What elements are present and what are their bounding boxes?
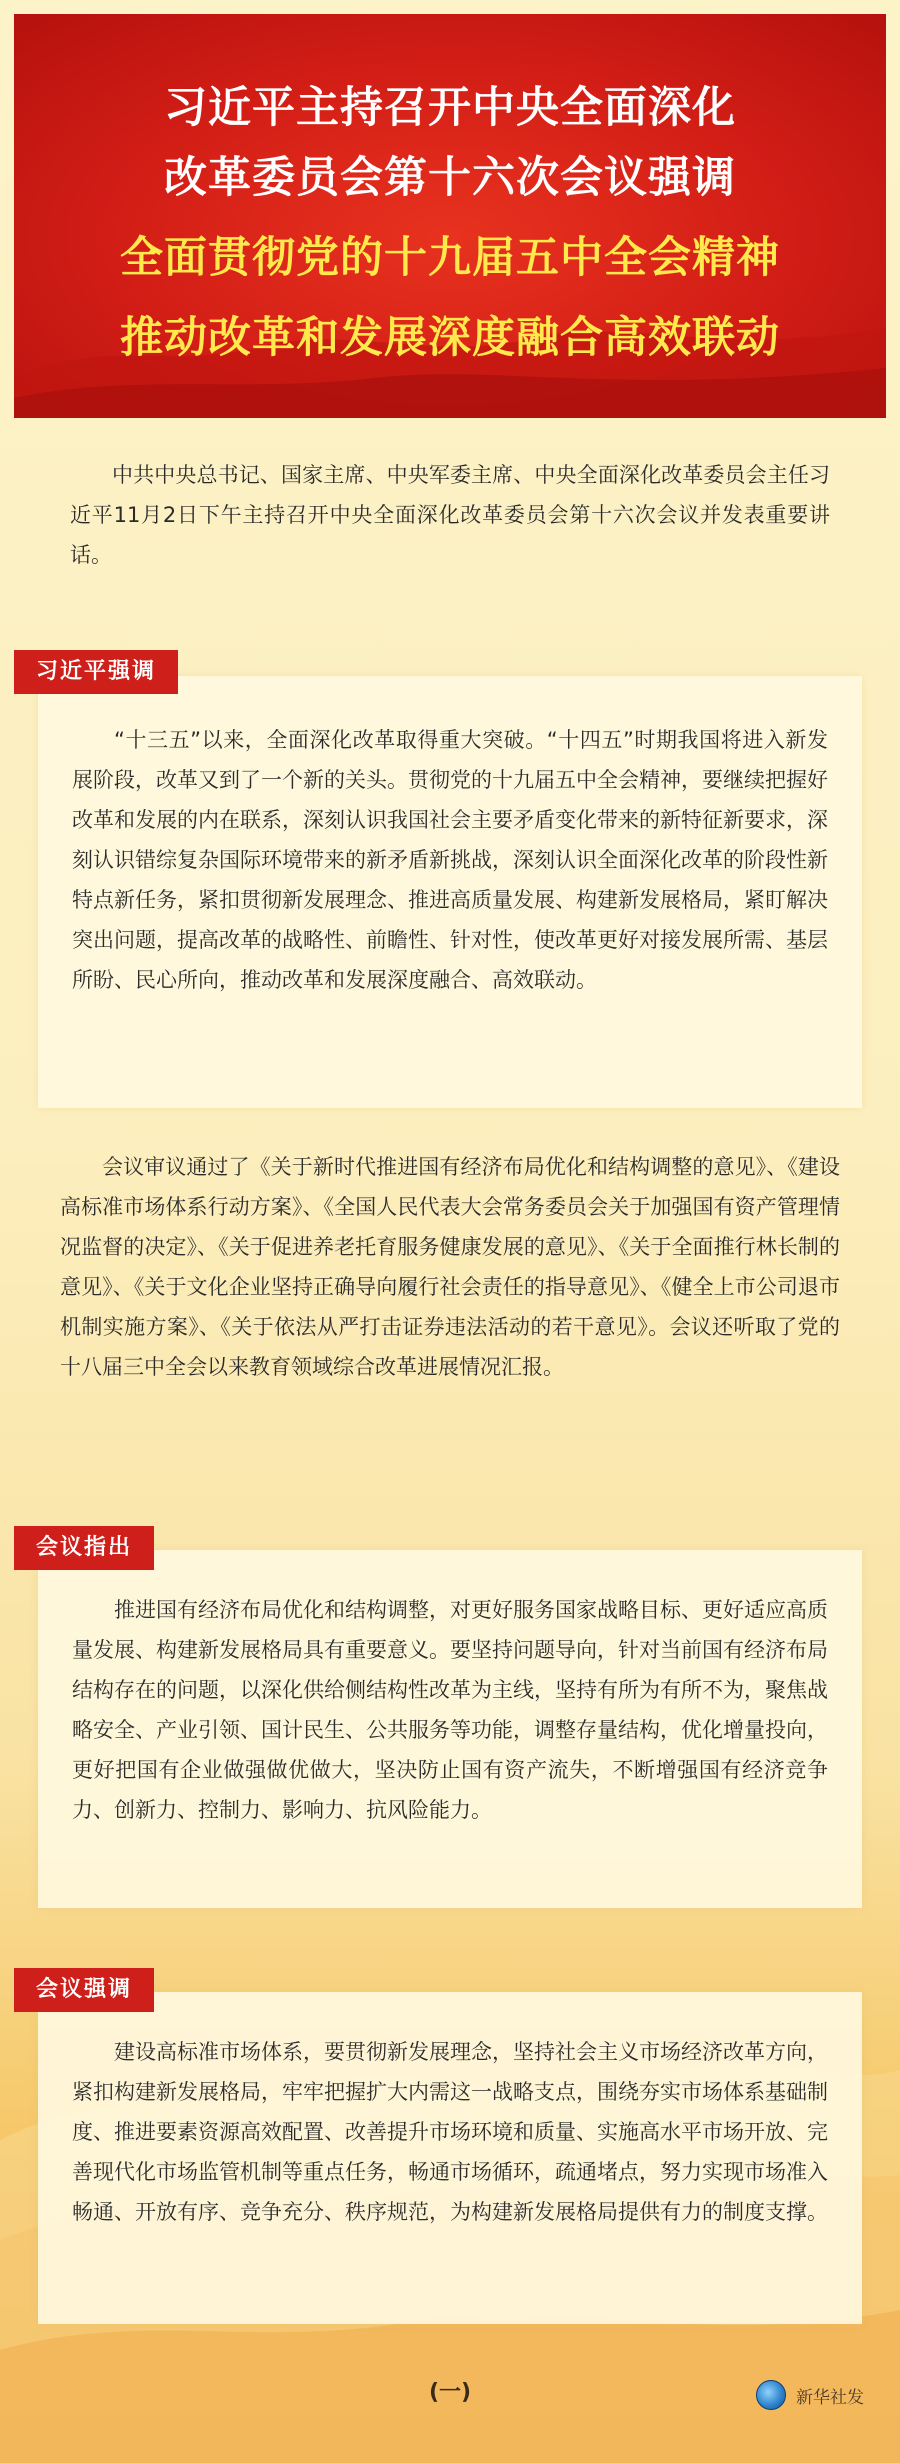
subheadline-line-2: 推动改革和发展深度融合高效联动 <box>120 313 780 363</box>
headline-line-1: 习近平主持召开中央全面深化 <box>164 83 736 133</box>
section-meeting-stressed-text: 建设高标准市场体系，要贯彻新发展理念，坚持社会主义市场经济改革方向，紧扣构建新发展格局，牢牢把握扩大内需这一战略支点，围绕夯实市场体系基础制度、推进要素资源高效配置、改善提升市场环境和质量、实施高水平市场开放、完善现代化市场监管机制等重点任务，畅通市场循环，疏通堵点，努力实现市场准入畅通、开放有序、竞争充分、秩序规范，为构建新发展格局提供有力的制度支撑。 <box>72 2040 828 2224</box>
section-xi-emphasized-label: 习近平强调 <box>14 650 178 694</box>
section-xi-emphasized-text: “十三五”以来，全面深化改革取得重大突破。“十四五”时期我国将进入新发展阶段，改革又到了一个新的关头。贯彻党的十九届五中全会精神，要继续把握好改革和发展的内在联系，深刻认识我国社会主要矛盾变化带来的新特征新要求，深刻认识错综复杂国际环境带来的新矛盾新挑战，深刻认识全面深化改革的阶段性新特点新任务，紧扣贯彻新发展理念、推进高质量发展、构建新发展格局，紧盯解决突出问题，提高改革的战略性、前瞻性、针对性，使改革更好对接发展所需、基层所盼、民心所向，推动改革和发展深度融合、高效联动。 <box>72 728 828 992</box>
subheadline-line-1: 全面贯彻党的十九届五中全会精神 <box>120 233 780 283</box>
section-meeting-pointed-box <box>38 1550 862 1908</box>
header-banner <box>14 14 886 418</box>
section-meeting-pointed-label: 会议指出 <box>14 1526 154 1570</box>
headline-line-2: 改革委员会第十六次会议强调 <box>164 153 736 203</box>
section-xi-emphasized-box <box>38 676 862 1108</box>
xinhua-globe-icon <box>756 2380 786 2410</box>
page-number: (一) <box>428 2380 472 2405</box>
section-meeting-stressed-label: 会议强调 <box>14 1968 154 2012</box>
credit-text: 新华社发 <box>796 2387 864 2408</box>
meeting-approved-paragraph: 会议审议通过了《关于新时代推进国有经济布局优化和结构调整的意见》、《建设高标准市场体系行动方案》、《全国人民代表大会常务委员会关于加强国有资产管理情况监督的决定》、《关于促进养老托育服务健康发展的意见》、《关于全面推行林长制的意见》、《关于文化企业坚持正确导向履行社会责任的指导意见》、《健全上市公司退市机制实施方案》、《关于依法从严打击证券违法活动的若干意见》。会议还听取了党的十八届三中全会以来教育领域综合改革进展情况汇报。 <box>60 1155 840 1379</box>
section-meeting-stressed-box <box>38 1992 862 2324</box>
intro-paragraph: 中共中央总书记、国家主席、中央军委主席、中央全面深化改革委员会主任习近平11月2日下午主持召开中央全面深化改革委员会第十六次会议并发表重要讲话。 <box>70 463 830 567</box>
section-meeting-pointed-text: 推进国有经济布局优化和结构调整，对更好服务国家战略目标、更好适应高质量发展、构建新发展格局具有重要意义。要坚持问题导向，针对当前国有经济布局结构存在的问题，以深化供给侧结构性改革为主线，坚持有所为有所不为，聚焦战略安全、产业引领、国计民生、公共服务等功能，调整存量结构，优化增量投向，更好把国有企业做强做优做大，坚决防止国有资产流失，不断增强国有经济竞争力、创新力、控制力、影响力、抗风险能力。 <box>72 1598 828 1822</box>
credit <box>756 2380 864 2410</box>
